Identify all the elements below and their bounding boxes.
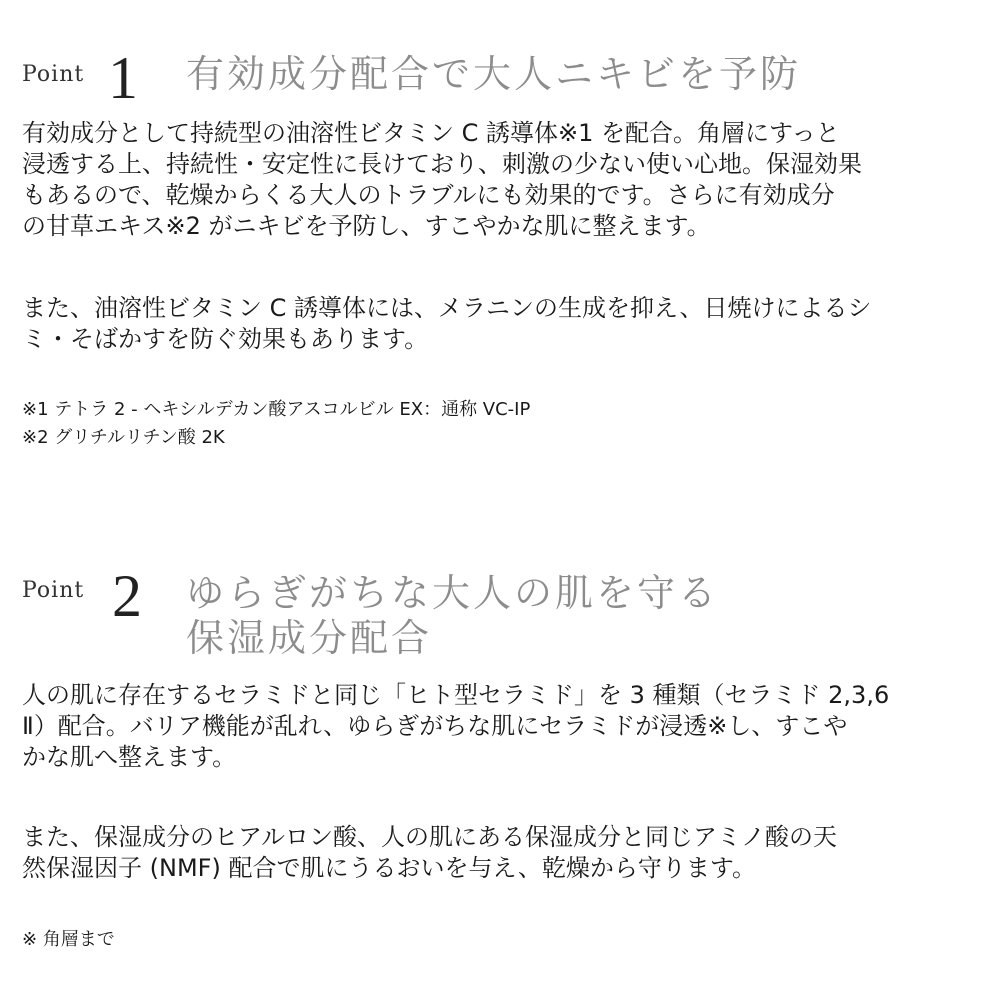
text-line: Ⅱ）配合。バリア機能が乱れ、ゆらぎがちな肌にセラミドが浸透※し、すこや [22,712,848,740]
paragraph [22,118,982,242]
headline-line: ゆらぎがちな大人の肌を守る [186,571,720,615]
headline-line: 保湿成分配合 [186,616,433,660]
text-line: 有効成分として持続型の油溶性ビタミン C 誘導体※1 を配合。角層にすっと [22,119,840,147]
text-line: 人の肌に存在するセラミドと同じ「ヒト型セラミド」を 3 種類（セラミド 2,3,6 [22,681,890,709]
text-line: また、保湿成分のヒアルロン酸、人の肌にある保湿成分と同じアミノ酸の天 [22,823,838,851]
footnote: ※2 グリチルリチン酸 2K [22,427,225,448]
point-label: Point [22,62,85,87]
section-headline [186,571,719,661]
footnote: ※1 テトラ 2 - ヘキシルデカン酸アスコルビル EX：通称 VC-IP [22,399,531,420]
headline-line: 有効成分配合で大人ニキビを予防 [186,52,802,96]
text-line: 然保湿因子 (NMF) 配合で肌にうるおいを与え、乾燥から守ります。 [22,854,756,882]
paragraph [22,680,982,773]
paragraph [22,293,982,355]
text-line: もあるので、乾燥からくる大人のトラブルにも効果的です。さらに有効成分 [22,181,835,209]
text-line: ミ・そばかすを防ぐ効果もあります。 [22,325,429,353]
section-headline [186,52,801,97]
point-number: 2 [112,563,142,629]
paragraph [22,822,982,884]
text-line: 浸透する上、持続性・安定性に長けており、刺激の少ない使い心地。保湿効果 [22,150,862,178]
footnote: ※ 角層まで [22,929,115,950]
text-line: また、油溶性ビタミン C 誘導体には、メラニンの生成を抑え、日焼けによるシ [22,294,872,322]
text-line: かな肌へ整えます。 [22,743,237,771]
point-label: Point [22,578,85,603]
point-number: 1 [108,45,138,111]
text-line: の甘草エキス※2 がニキビを予防し、すこやかな肌に整えます。 [22,212,711,240]
